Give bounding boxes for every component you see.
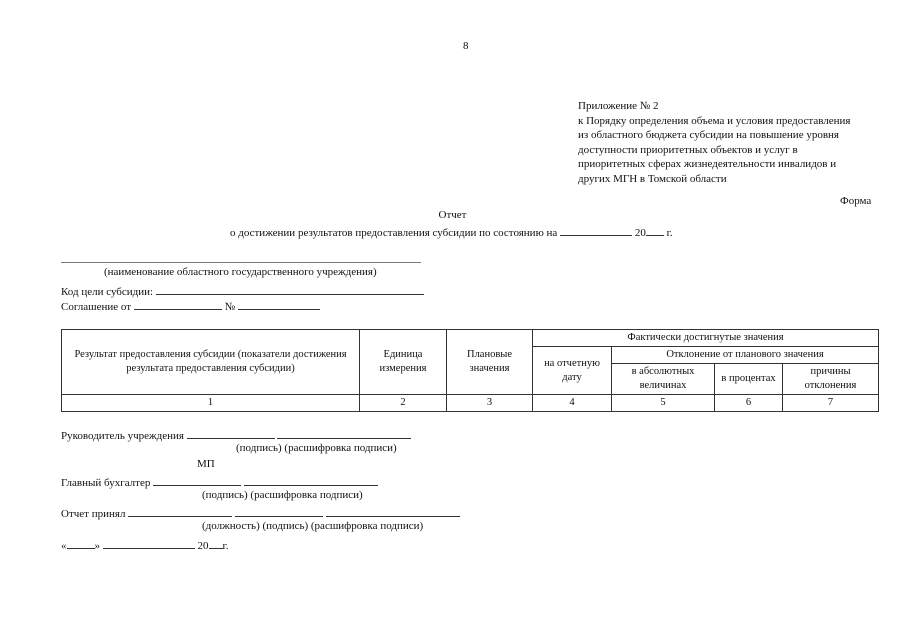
subsidy-code-label: Код цели субсидии: xyxy=(61,286,154,298)
col-number: 5 xyxy=(612,395,715,412)
report-title: Отчет xyxy=(438,209,467,221)
accountant-signature-row xyxy=(61,474,378,490)
annex-line: других МГН в Томской области xyxy=(578,172,727,185)
accepted-caption: (должность) (подпись) (расшифровка подписи) xyxy=(202,520,424,532)
subsidy-code-field[interactable] xyxy=(156,283,424,295)
annex-block xyxy=(578,99,878,186)
annex-line: из областного бюджета субсидии на повышение уровня xyxy=(578,129,839,141)
col-number: 3 xyxy=(447,395,533,412)
date-suffix: г. xyxy=(222,540,229,552)
date-open-quote: « xyxy=(61,540,67,552)
head-signature-row xyxy=(61,427,411,443)
col-number: 6 xyxy=(715,395,783,412)
report-table xyxy=(61,329,879,412)
col-actual-group-header: Фактически достигнутые значения xyxy=(533,330,879,347)
col-unit-header: Единица измерения xyxy=(360,330,447,395)
date-row xyxy=(61,537,229,553)
form-label: Форма xyxy=(840,195,872,207)
accountant-caption: (подпись) (расшифровка подписи) xyxy=(202,489,363,501)
date-month-field[interactable] xyxy=(103,537,195,549)
accepted-position-field[interactable] xyxy=(128,505,232,517)
col-result-header: Результат предоставления субсидии (показатели достижения результата предоставления субсидии) xyxy=(62,330,360,395)
head-signature-field[interactable] xyxy=(187,427,275,439)
head-label: Руководитель учреждения xyxy=(61,430,184,442)
col-reasons-header: причины отклонения xyxy=(783,364,879,395)
col-abs-header: в абсолютных величинах xyxy=(612,364,715,395)
accepted-label: Отчет принял xyxy=(61,508,126,520)
date-year: 20 xyxy=(197,540,209,552)
col-number: 4 xyxy=(533,395,612,412)
page-number: 8 xyxy=(463,40,469,52)
annex-line: Приложение № 2 xyxy=(578,100,659,112)
annex-line: доступности приоритетных объектов и услуг в xyxy=(578,143,798,156)
accountant-name-field[interactable] xyxy=(244,474,378,486)
agreement-number-field[interactable] xyxy=(238,298,320,310)
subsidy-code-row xyxy=(61,283,424,299)
col-planned-header: Плановые значения xyxy=(447,330,533,395)
annex-line: к Порядку определения объема и условия предоставления xyxy=(578,114,851,127)
col-deviation-group-header: Отклонение от планового значения xyxy=(612,347,879,364)
accountant-signature-field[interactable] xyxy=(153,474,241,486)
agreement-date-field[interactable] xyxy=(134,298,222,310)
date-day-field[interactable] xyxy=(67,537,95,549)
col-number: 1 xyxy=(62,395,360,412)
org-name-line[interactable] xyxy=(61,262,421,263)
date-close-quote: » xyxy=(94,540,100,552)
subtitle-suffix: г. xyxy=(666,227,673,239)
accepted-signature-row xyxy=(61,505,460,521)
col-pct-header: в процентах xyxy=(715,364,783,395)
col-number: 2 xyxy=(360,395,447,412)
col-report-date-header: на отчетную дату xyxy=(533,347,612,395)
accountant-label: Главный бухгалтер xyxy=(61,477,151,489)
head-name-field[interactable] xyxy=(277,427,411,439)
agreement-label: Соглашение от xyxy=(61,301,132,313)
col-number: 7 xyxy=(783,395,879,412)
org-name-caption: (наименование областного государственного учреждения) xyxy=(104,266,377,278)
accepted-name-field[interactable] xyxy=(326,505,460,517)
date-year-field[interactable] xyxy=(209,537,223,549)
year-blank[interactable] xyxy=(646,224,664,236)
accepted-signature-field[interactable] xyxy=(235,505,323,517)
annex-line: приоритетных сферах жизнедеятельности инвалидов и xyxy=(578,158,837,170)
agreement-row xyxy=(61,298,320,314)
agreement-number-sign: № xyxy=(224,301,236,313)
subtitle-year: 20 xyxy=(634,227,646,239)
stamp-place: МП xyxy=(197,458,215,470)
date-blank[interactable] xyxy=(560,224,632,236)
subtitle-prefix: о достижении результатов предоставления субсидии по состоянию на xyxy=(230,227,558,239)
report-subtitle xyxy=(230,224,673,240)
head-caption: (подпись) (расшифровка подписи) xyxy=(236,442,397,454)
